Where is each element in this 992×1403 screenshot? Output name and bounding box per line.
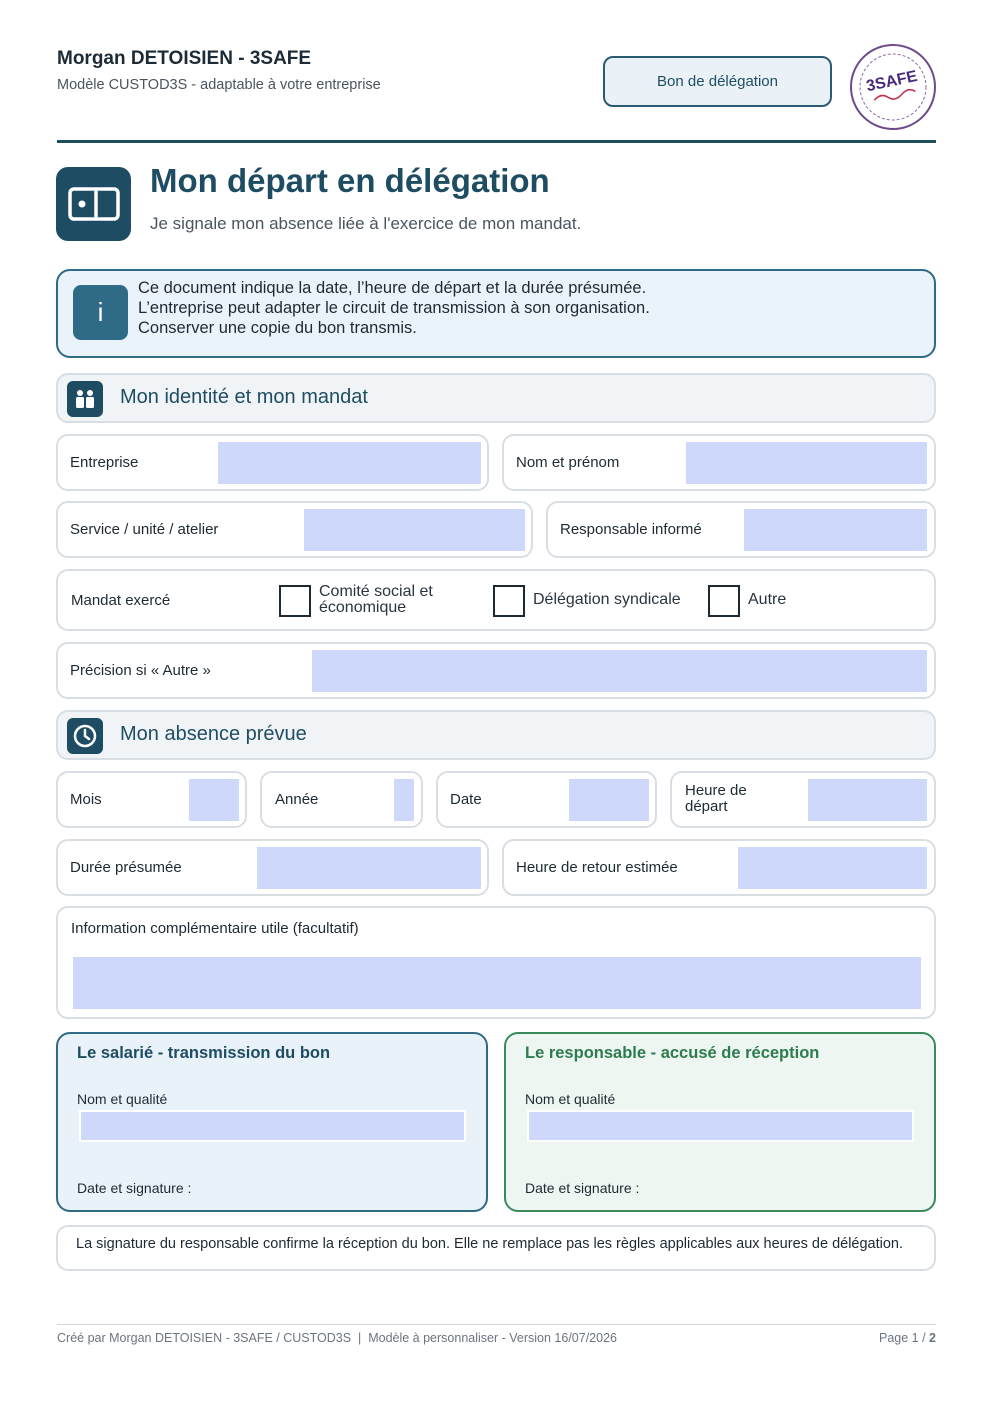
signature-title: Le responsable - accusé de réception xyxy=(525,1044,820,1062)
info-line: L’entreprise peut adapter le circuit de transmission à son organisation. xyxy=(138,299,650,317)
signature-salarie xyxy=(56,1032,488,1212)
field-info-complementaire xyxy=(56,906,936,1019)
ticket-icon xyxy=(56,167,131,241)
note-text: La signature du responsable confirme la réception du bon. Elle ne remplace pas les règles applicables aux heures de délégation. xyxy=(76,1236,904,1252)
signature-name-label: Nom et qualité xyxy=(525,1091,616,1107)
field-label: Date xyxy=(450,791,482,808)
seal-wordmark: 3SAFE xyxy=(864,67,919,96)
3safe-seal-logo xyxy=(848,42,938,132)
checkbox-label-line: Comité social et xyxy=(319,583,433,600)
mois-input[interactable] xyxy=(189,779,239,821)
footer-divider xyxy=(57,1324,936,1325)
field-heure-depart xyxy=(670,771,936,828)
checkbox-label-line: économique xyxy=(319,599,407,616)
checkbox-label-delegation: Délégation syndicale xyxy=(533,591,681,608)
field-duree xyxy=(56,839,489,896)
checkbox-cse[interactable] xyxy=(279,585,311,617)
page-subtitle: Je signale mon absence liée à l'exercice de mon mandat. xyxy=(150,214,582,233)
field-entreprise xyxy=(56,434,489,491)
section-title: Mon identité et mon mandat xyxy=(120,386,368,408)
field-responsable xyxy=(546,501,936,558)
info-icon: i xyxy=(73,285,128,340)
signature-date-label: Date et signature : xyxy=(525,1180,640,1196)
heure-retour-input[interactable] xyxy=(738,847,927,889)
info-complementaire-input[interactable] xyxy=(73,957,921,1009)
signature-title: Le salarié - transmission du bon xyxy=(77,1044,331,1062)
field-label: Service / unité / atelier xyxy=(70,521,219,538)
info-box xyxy=(56,269,936,358)
field-mois xyxy=(56,771,247,828)
field-label: Information complémentaire utile (facultatif) xyxy=(71,920,359,937)
field-label: Entreprise xyxy=(70,454,139,471)
checkbox-autre[interactable] xyxy=(708,585,740,617)
page-title: Mon départ en délégation xyxy=(150,162,550,199)
header-divider xyxy=(57,140,936,143)
footer-credits: Créé par Morgan DETOISIEN - 3SAFE / CUSTOD3S | Modèle à personnaliser - Version 16/07/2026 xyxy=(57,1331,617,1345)
field-service xyxy=(56,501,533,558)
checkbox-delegation[interactable] xyxy=(493,585,525,617)
field-label: Heure de retour estimée xyxy=(516,859,678,876)
signature-responsable xyxy=(504,1032,936,1212)
checkbox-label-cse xyxy=(319,584,433,616)
info-line: Ce document indique la date, l’heure de départ et la durée présumée. xyxy=(138,279,647,297)
field-label: Précision si « Autre » xyxy=(70,662,211,679)
signature-name-label: Nom et qualité xyxy=(77,1091,168,1107)
info-line: Conserver une copie du bon transmis. xyxy=(138,319,417,337)
field-mandat xyxy=(56,569,936,631)
field-nom-prenom xyxy=(502,434,936,491)
field-label: Mois xyxy=(70,791,102,808)
field-label xyxy=(685,783,747,815)
responsable-name-input[interactable] xyxy=(527,1110,914,1142)
field-label-line: Heure de xyxy=(685,782,747,799)
field-label-line: départ xyxy=(685,798,728,815)
field-label: Nom et prénom xyxy=(516,454,620,471)
document-type-badge: Bon de délégation xyxy=(603,56,832,107)
page-prefix: Page 1 / xyxy=(879,1331,930,1345)
page-number xyxy=(879,1331,936,1345)
info-text xyxy=(138,278,650,338)
field-label: Mandat exercé xyxy=(71,592,171,609)
duree-input[interactable] xyxy=(257,847,481,889)
heure-depart-input[interactable] xyxy=(808,779,927,821)
service-input[interactable] xyxy=(304,509,525,551)
model-line: Modèle CUSTOD3S - adaptable à votre entreprise xyxy=(57,77,381,93)
signature-note xyxy=(56,1225,936,1271)
annee-input[interactable] xyxy=(394,779,414,821)
nom-prenom-input[interactable] xyxy=(686,442,927,484)
field-annee xyxy=(260,771,423,828)
page-total: 2 xyxy=(929,1331,936,1345)
clock-icon xyxy=(67,718,103,754)
field-precision xyxy=(56,642,936,699)
field-label: Durée présumée xyxy=(70,859,182,876)
section-identity xyxy=(56,373,936,423)
salarie-name-input[interactable] xyxy=(79,1110,466,1142)
signature-date-label: Date et signature : xyxy=(77,1180,192,1196)
field-label: Responsable informé xyxy=(560,521,702,538)
checkbox-label-autre: Autre xyxy=(748,591,787,608)
field-label: Année xyxy=(275,791,319,808)
precision-input[interactable] xyxy=(312,650,927,692)
section-title: Mon absence prévue xyxy=(120,723,307,745)
people-icon xyxy=(67,381,103,417)
responsable-input[interactable] xyxy=(744,509,927,551)
section-absence xyxy=(56,710,936,760)
date-input[interactable] xyxy=(569,779,649,821)
author-name: Morgan DETOISIEN - 3SAFE xyxy=(57,48,312,69)
entreprise-input[interactable] xyxy=(218,442,481,484)
field-date xyxy=(436,771,657,828)
field-heure-retour xyxy=(502,839,936,896)
